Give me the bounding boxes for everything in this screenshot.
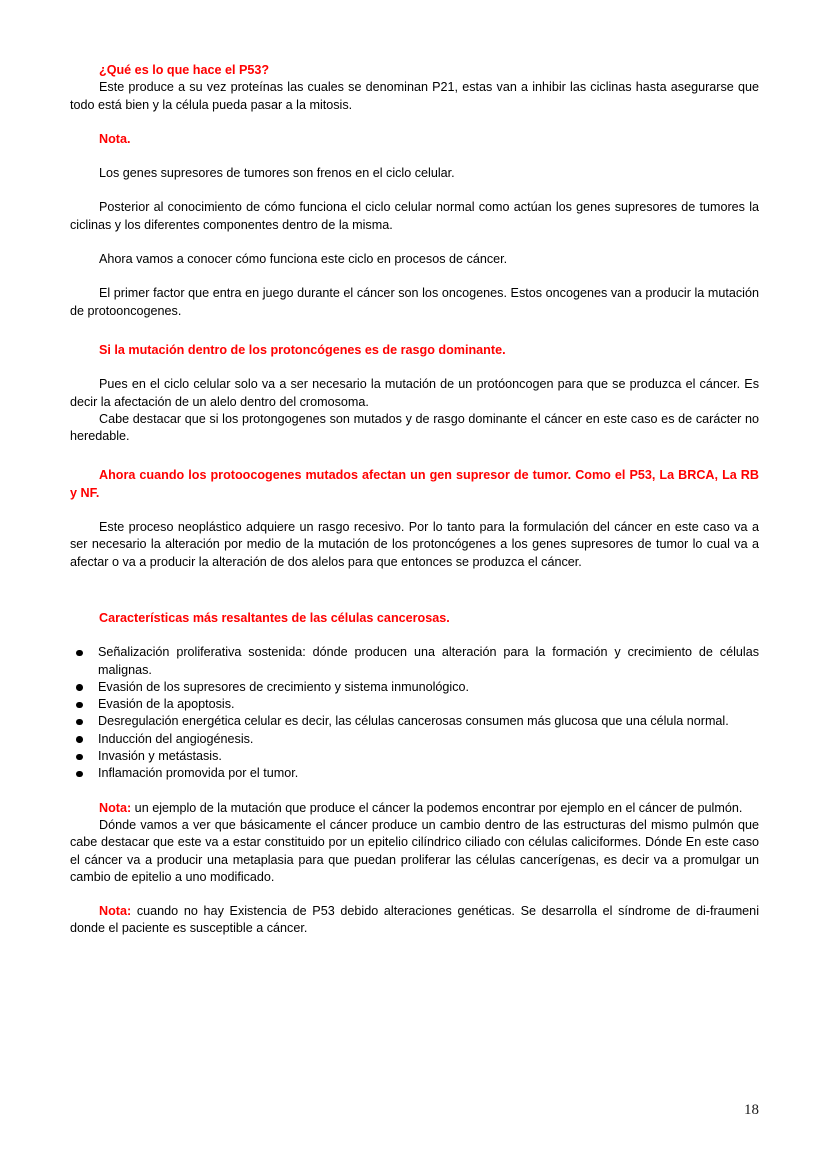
list-item <box>70 644 759 679</box>
spacer <box>70 783 759 800</box>
list-item <box>70 713 759 730</box>
bullet-icon <box>76 736 83 743</box>
list-item <box>70 765 759 782</box>
bullet-icon <box>76 719 83 726</box>
paragraph-cabe-destacar: Cabe destacar que si los protongogenes son mutados y de rasgo dominante el cáncer en este caso es de carácter no heredable. <box>70 411 759 444</box>
spacer <box>70 571 759 610</box>
spacer <box>70 320 759 342</box>
list-item <box>70 748 759 765</box>
bullet-icon <box>76 684 83 691</box>
heading-protoocogenes-mutados: Ahora cuando los protoocogenes mutados afectan un gen supresor de tumor. Como el P53, La BRCA, La RB y NF. <box>70 468 759 500</box>
nota-text: cuando no hay Existencia de P53 debido alteraciones genéticas. Se desarrolla el síndrome de di-fraumeni donde el paciente es susceptible a cáncer. <box>70 904 759 936</box>
list-item <box>70 731 759 748</box>
page-number: 18 <box>744 1102 759 1118</box>
list-item-label: Desregulación energética celular es decir, las células cancerosas consumen más glucosa que una célula normal. <box>98 714 729 729</box>
list-item-label: Evasión de la apoptosis. <box>98 697 235 712</box>
spacer <box>70 445 759 467</box>
paragraph-donde-vamos-a-ver: Dónde vamos a ver que básicamente el cáncer produce un cambio dentro de las estructuras del mismo pulmón que cabe destacar que este va a estar constituido por un epitelio cilíndrico ciliado con células caliciformes. Dónde En este caso el cáncer va a producir una metaplasia para que puedan proliferar las células cancerígenas, es decir va a promulgar un cambio de epitelio a uno modificado. <box>70 817 759 884</box>
list-item <box>70 696 759 713</box>
heading-que-hace-el-p53: ¿Qué es lo que hace el P53? <box>99 63 270 77</box>
paragraph-genes-supresores: Los genes supresores de tumores son frenos en el ciclo celular. <box>99 166 455 181</box>
paragraph-pues-ciclo-celular: Pues en el ciclo celular solo va a ser necesario la mutación de un protóoncogen para que se produzca el cáncer. Es decir la afectación de un alelo dentro del cromosoma. <box>70 377 759 409</box>
spacer <box>70 148 759 165</box>
heading-nota: Nota. <box>99 131 131 146</box>
paragraph-ahora-vamos: Ahora vamos a conocer cómo funciona este ciclo en procesos de cáncer. <box>99 252 508 267</box>
paragraph-primer-factor: El primer factor que entra en juego durante el cáncer son los oncogenes. Estos oncogenes van a producir la mutación de protooncogenes. <box>70 286 759 318</box>
bullet-icon <box>76 650 83 657</box>
spacer <box>70 268 759 285</box>
paragraph-posterior-conocimiento: Posterior al conocimiento de cómo funciona el ciclo celular normal como actúan los genes supresores de tumores la ciclinas y los diferentes componentes dentro de la misma. <box>70 200 759 232</box>
heading-mutacion-rasgo-dominante: Si la mutación dentro de los protoncógenes es de rasgo dominante. <box>99 342 506 357</box>
list-item-label: Inflamación promovida por el tumor. <box>98 766 299 781</box>
spacer <box>70 502 759 519</box>
spacer <box>70 627 759 644</box>
paragraph-nota-p53 <box>70 903 759 938</box>
paragraph-proceso-neoplastico: Este proceso neoplástico adquiere un rasgo recesivo. Por lo tanto para la formulación del cáncer en este caso va a ser necesario la alteración por medio de la mutación de los protoncógenes a los genes supresores de tumor lo cual va a afectar o va a producir la alteración de dos alelos para que entonces se produzca el cáncer. <box>70 520 759 569</box>
spacer <box>70 886 759 903</box>
nota-label: Nota: <box>99 904 132 919</box>
spacer <box>70 359 759 376</box>
nota-label: Nota: <box>99 800 132 815</box>
bullet-icon <box>76 771 83 778</box>
bullet-icon <box>76 702 83 709</box>
list-item-label: Señalización proliferativa sostenida: dónde producen una alteración para la formación y crecimiento de células malignas. <box>98 645 759 677</box>
list-item-label: Inducción del angiogénesis. <box>98 731 254 746</box>
bullet-icon <box>76 754 83 761</box>
nota-text: un ejemplo de la mutación que produce el cáncer la podemos encontrar por ejemplo en el cáncer de pulmón. <box>131 800 743 815</box>
list-item-label: Evasión de los supresores de crecimiento y sistema inmunológico. <box>98 679 469 694</box>
heading-caracteristicas-celulas-cancerosas: Características más resaltantes de las células cancerosas. <box>99 610 450 625</box>
list-item <box>70 679 759 696</box>
paragraph-nota-pulmon <box>70 800 759 817</box>
spacer <box>70 114 759 131</box>
list-item-label: Invasión y metástasis. <box>98 749 222 764</box>
paragraph-p53-produce: Este produce a su vez proteínas las cuales se denominan P21, estas van a inhibir las ciclinas hasta asegurarse que todo está bien y la célula pueda pasar a la mitosis. <box>70 80 759 112</box>
list-caracteristicas <box>70 644 759 782</box>
document-body <box>70 62 759 938</box>
spacer <box>70 182 759 199</box>
spacer <box>70 234 759 251</box>
